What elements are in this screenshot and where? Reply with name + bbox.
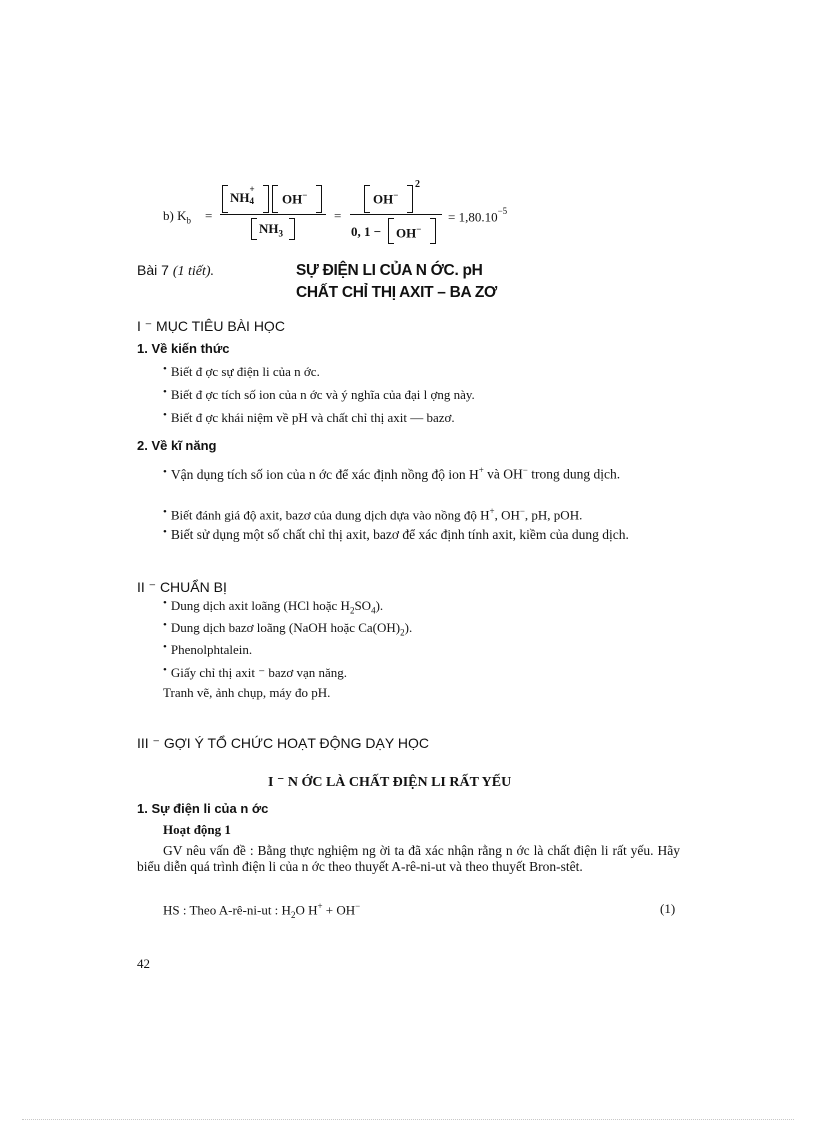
fraction-bar (350, 214, 442, 215)
oh-ion: OH− (396, 224, 422, 241)
formula-result: = $1,80.10^{-5}$ (448, 206, 508, 225)
bracket-right (263, 185, 269, 213)
nh4-ion: NH + 4 (230, 184, 255, 206)
bottom-divider (22, 1119, 794, 1120)
lesson-title-line1: SỰ ĐIỆN LI CỦA N ỚC. pH (296, 262, 483, 279)
list-item: • Dung dịch bazơ loãng (NaOH hoặc $Ca(OH)_2$). (163, 620, 412, 638)
concentration-value: 0, 1 − (351, 224, 382, 239)
fraction-bar (220, 214, 326, 215)
formula-equals-2: = (334, 208, 342, 223)
bracket-right (316, 185, 322, 213)
list-item: • Biết đ ợc tích số ion của n ớc và ý nghĩa của đại l ợng này. (163, 387, 475, 403)
oh-ion: OH− (373, 190, 399, 207)
list-item: • Giấy chỉ thị axit ⁻ bazơ vạn năng. (163, 665, 347, 681)
gv-paragraph: GV nêu vấn đề : Bằng thực nghiệm ng ời ta đã xác nhận rằng n ớc là chất điện li rất yếu. Hãy biểu diễn quá trình điện li của n ớc theo thuyết A-rê-ni-ut và theo thuyết Bron-stêt. (137, 843, 680, 874)
section-heading: I ⁻ MỤC TIÊU BÀI HỌC (137, 318, 285, 334)
subsection-heading: 1. Về kiến thức (137, 341, 230, 356)
section-heading: II ⁻ CHUẨN BỊ (137, 579, 227, 595)
bracket-left (251, 218, 257, 240)
subsection-heading: 2. Về kĩ năng (137, 438, 217, 453)
bracket-left (272, 185, 278, 213)
nh3-molecule: $NH_3$ (259, 221, 283, 239)
bracket-right (407, 185, 413, 213)
bracket-left (222, 185, 228, 213)
list-item: • Phenolphtalein. (163, 642, 252, 658)
bracket-left (364, 185, 370, 213)
page-number: 42 (137, 956, 150, 971)
center-title: I ⁻ N ỚC LÀ CHẤT ĐIỆN LI RẤT YẾU (268, 775, 512, 790)
formula-label: b) $K_b$ (163, 208, 191, 226)
bracket-right (289, 218, 295, 240)
square-exponent: 2 (415, 179, 420, 190)
oh-ion: OH− (282, 190, 308, 207)
activity-heading: Hoạt động 1 (163, 822, 231, 837)
list-item: • Biết đ ợc sự điện li của n ớc. (163, 364, 320, 380)
list-item: • Dung dịch axit loãng (HCl hoặc $H_2SO_4$). (163, 598, 383, 616)
list-item: Tranh vẽ, ảnh chụp, máy đo pH. (163, 685, 331, 700)
section-heading: III ⁻ GỢI Ý TỔ CHỨC HOẠT ĐỘNG DẠY HỌC (137, 735, 429, 751)
subsection-heading: 1. Sự điện li của n ớc (137, 801, 269, 816)
list-item: • Biết đ ợc khái niệm về pH và chất chỉ thị axit — bazơ. (163, 410, 455, 426)
hs-equation: HS : Theo A-rê-ni-ut : $H_2O$ H+ + OH− (163, 901, 361, 920)
skill-paragraph: • Biết sử dụng một số chất chỉ thị axit, bazơ để xác định tính axit, kiềm của dung dịch. (137, 527, 680, 544)
bracket-left (388, 218, 394, 244)
list-item: • Biết đánh giá độ axit, bazơ của dung dịch dựa vào nồng độ H+, OH−, pH, pOH. (163, 506, 582, 523)
formula-equals-1: = (205, 208, 213, 223)
lesson-title-line2: CHẤT CHỈ THỊ AXIT – BA ZƠ (296, 284, 497, 301)
skill-paragraph: • Vận dụng tích số ion của n ớc để xác định nồng độ ion H+ và OH− trong dung dịch. (137, 462, 680, 484)
bracket-right (430, 218, 436, 244)
lesson-label: Bài 7 (1 tiết). (137, 262, 215, 279)
equation-number: (1) (660, 901, 676, 916)
